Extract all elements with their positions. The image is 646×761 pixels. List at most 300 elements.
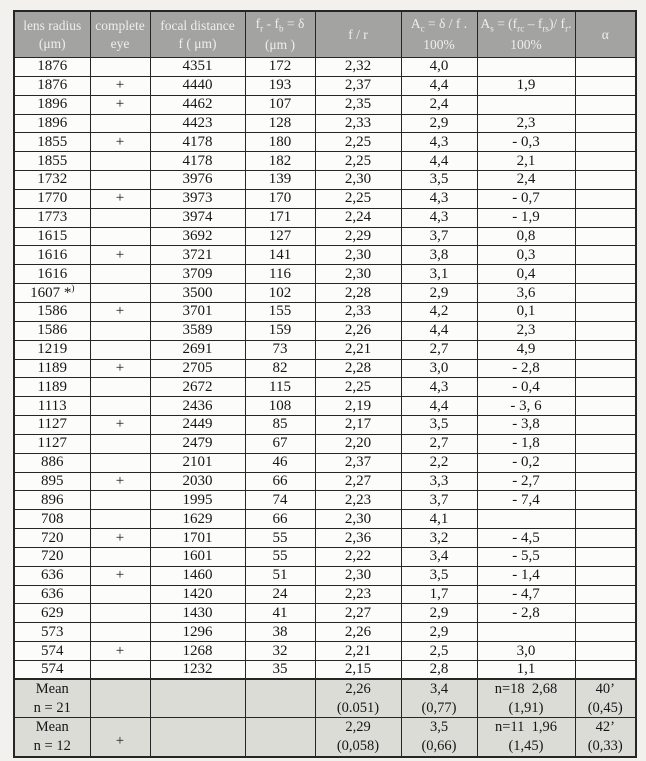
cell-focal-distance: 3701 xyxy=(150,302,245,321)
cell-delta: 51 xyxy=(245,566,315,585)
cell-f-over-r: 2,25 xyxy=(315,378,401,397)
column-header-as: $A_s = (f_{rc} - f_{rs})/$ $f_r$. 100% xyxy=(477,11,575,58)
cell-alpha xyxy=(575,302,636,321)
cell-delta: 41 xyxy=(245,604,315,623)
cell-delta: 82 xyxy=(245,359,315,378)
cell-complete-eye xyxy=(90,114,150,133)
cell-complete-eye xyxy=(90,171,150,190)
cell-lens-radius: 1127 xyxy=(14,416,90,435)
cell-focal-distance: 2101 xyxy=(150,453,245,472)
cell-lens-radius: 1113 xyxy=(14,397,90,416)
cell-lens-radius: 1896 xyxy=(14,114,90,133)
cell-lens-radius: Mean n = 21 xyxy=(14,679,90,718)
column-header-ac: $A_c = \delta / f$ . 100% xyxy=(401,11,477,58)
cell-ac: 4,3 xyxy=(401,378,477,397)
cell-lens-radius: 1615 xyxy=(14,227,90,246)
cell-as: n=11 1,96 (1,45) xyxy=(477,718,575,757)
cell-focal-distance: 1232 xyxy=(150,661,245,680)
cell-alpha xyxy=(575,491,636,510)
cell-focal-distance: 4178 xyxy=(150,152,245,171)
cell-ac: 1,7 xyxy=(401,585,477,604)
cell-complete-eye xyxy=(90,265,150,284)
cell-delta: 155 xyxy=(245,302,315,321)
cell-as: - 0,2 xyxy=(477,453,575,472)
table-row xyxy=(14,491,636,510)
cell-complete-eye xyxy=(90,661,150,680)
cell-delta: 85 xyxy=(245,416,315,435)
cell-lens-radius: 1127 xyxy=(14,434,90,453)
cell-f-over-r: 2,37 xyxy=(315,453,401,472)
cell-lens-radius: 574 xyxy=(14,661,90,680)
cell-ac: 3,4 xyxy=(401,547,477,566)
cell-alpha xyxy=(575,547,636,566)
cell-delta: 102 xyxy=(245,284,315,303)
cell-ac: 3,5 xyxy=(401,416,477,435)
table-row xyxy=(14,321,636,340)
table-row xyxy=(14,566,636,585)
lens-optics-table xyxy=(13,10,637,758)
cell-as: 0,8 xyxy=(477,227,575,246)
column-header-complete-eye: complete eye xyxy=(90,11,150,58)
column-header-f-over-r: f / r xyxy=(315,11,401,58)
cell-delta xyxy=(245,679,315,718)
cell-focal-distance: 2705 xyxy=(150,359,245,378)
cell-as: - 2,7 xyxy=(477,472,575,491)
cell-as: - 7,4 xyxy=(477,491,575,510)
cell-as xyxy=(477,510,575,529)
cell-as xyxy=(477,95,575,114)
cell-lens-radius: 720 xyxy=(14,529,90,548)
cell-ac: 4,2 xyxy=(401,302,477,321)
cell-f-over-r: 2,28 xyxy=(315,359,401,378)
cell-delta: 172 xyxy=(245,58,315,77)
cell-ac: 3,1 xyxy=(401,265,477,284)
cell-complete-eye xyxy=(90,434,150,453)
cell-delta: 46 xyxy=(245,453,315,472)
cell-delta: 55 xyxy=(245,529,315,548)
column-header-lens-radius: lens radius (μm) xyxy=(14,11,90,58)
cell-complete-eye xyxy=(90,604,150,623)
cell-alpha xyxy=(575,453,636,472)
column-header-focal-distance: focal distance f ( μm) xyxy=(150,11,245,58)
cell-focal-distance: 1629 xyxy=(150,510,245,529)
cell-complete-eye: + xyxy=(90,76,150,95)
cell-alpha: 40’ (0,45) xyxy=(575,679,636,718)
table-row xyxy=(14,529,636,548)
cell-ac: 3,4 (0,77) xyxy=(401,679,477,718)
cell-complete-eye: + xyxy=(90,133,150,152)
cell-f-over-r: 2,25 xyxy=(315,133,401,152)
cell-f-over-r: 2,25 xyxy=(315,189,401,208)
cell-lens-radius: 1616 xyxy=(14,246,90,265)
cell-as: - 0,4 xyxy=(477,378,575,397)
cell-alpha xyxy=(575,642,636,661)
cell-lens-radius: 1855 xyxy=(14,152,90,171)
cell-alpha xyxy=(575,585,636,604)
cell-complete-eye: + xyxy=(90,359,150,378)
cell-alpha xyxy=(575,114,636,133)
cell-alpha xyxy=(575,397,636,416)
cell-focal-distance: 1420 xyxy=(150,585,245,604)
table-row xyxy=(14,58,636,77)
cell-focal-distance: 3721 xyxy=(150,246,245,265)
cell-as xyxy=(477,58,575,77)
cell-complete-eye xyxy=(90,208,150,227)
cell-as: - 1,8 xyxy=(477,434,575,453)
cell-complete-eye xyxy=(90,378,150,397)
cell-alpha xyxy=(575,265,636,284)
cell-ac: 3,5 (0,66) xyxy=(401,718,477,757)
cell-focal-distance: 2436 xyxy=(150,397,245,416)
cell-focal-distance: 1430 xyxy=(150,604,245,623)
column-header-alpha: α xyxy=(575,11,636,58)
cell-focal-distance: 1268 xyxy=(150,642,245,661)
cell-f-over-r: 2,27 xyxy=(315,604,401,623)
cell-complete-eye xyxy=(90,152,150,171)
cell-ac: 2,2 xyxy=(401,453,477,472)
cell-lens-radius: 1855 xyxy=(14,133,90,152)
cell-as: - 5,5 xyxy=(477,547,575,566)
cell-lens-radius: 573 xyxy=(14,623,90,642)
cell-complete-eye xyxy=(90,284,150,303)
cell-focal-distance xyxy=(150,679,245,718)
cell-lens-radius: 1189 xyxy=(14,378,90,397)
cell-complete-eye xyxy=(90,510,150,529)
cell-f-over-r: 2,17 xyxy=(315,416,401,435)
cell-alpha xyxy=(575,661,636,680)
summary-row xyxy=(14,718,636,757)
cell-f-over-r: 2,30 xyxy=(315,265,401,284)
cell-ac: 3,5 xyxy=(401,566,477,585)
cell-delta: 67 xyxy=(245,434,315,453)
table-row xyxy=(14,265,636,284)
cell-lens-radius: 1876 xyxy=(14,76,90,95)
table-body xyxy=(14,58,636,680)
cell-focal-distance: 3709 xyxy=(150,265,245,284)
cell-delta: 116 xyxy=(245,265,315,284)
cell-alpha xyxy=(575,359,636,378)
cell-alpha xyxy=(575,604,636,623)
cell-complete-eye: + xyxy=(90,302,150,321)
cell-f-over-r: 2,26 xyxy=(315,321,401,340)
cell-delta: 55 xyxy=(245,547,315,566)
table-row xyxy=(14,378,636,397)
table-row xyxy=(14,623,636,642)
cell-as: 0,1 xyxy=(477,302,575,321)
cell-delta: 182 xyxy=(245,152,315,171)
cell-delta: 128 xyxy=(245,114,315,133)
cell-focal-distance: 3500 xyxy=(150,284,245,303)
cell-lens-radius: 629 xyxy=(14,604,90,623)
cell-alpha xyxy=(575,434,636,453)
cell-f-over-r: 2,24 xyxy=(315,208,401,227)
cell-focal-distance: 3976 xyxy=(150,171,245,190)
table-row xyxy=(14,284,636,303)
cell-alpha xyxy=(575,95,636,114)
cell-f-over-r: 2,21 xyxy=(315,642,401,661)
cell-as: - 0,3 xyxy=(477,133,575,152)
cell-f-over-r: 2,36 xyxy=(315,529,401,548)
cell-f-over-r: 2,26 (0.051) xyxy=(315,679,401,718)
cell-as: - 2,8 xyxy=(477,359,575,378)
cell-ac: 4,1 xyxy=(401,510,477,529)
cell-delta: 74 xyxy=(245,491,315,510)
cell-delta: 141 xyxy=(245,246,315,265)
cell-alpha xyxy=(575,623,636,642)
cell-focal-distance: 2479 xyxy=(150,434,245,453)
cell-f-over-r: 2,30 xyxy=(315,566,401,585)
cell-ac: 3,2 xyxy=(401,529,477,548)
cell-alpha xyxy=(575,284,636,303)
cell-f-over-r: 2,37 xyxy=(315,76,401,95)
cell-focal-distance: 3692 xyxy=(150,227,245,246)
cell-lens-radius: 895 xyxy=(14,472,90,491)
cell-alpha xyxy=(575,208,636,227)
cell-delta: 115 xyxy=(245,378,315,397)
cell-as: - 2,8 xyxy=(477,604,575,623)
table-row xyxy=(14,547,636,566)
cell-ac: 2,4 xyxy=(401,95,477,114)
cell-lens-radius: 1732 xyxy=(14,171,90,190)
cell-complete-eye xyxy=(90,547,150,566)
cell-focal-distance: 2672 xyxy=(150,378,245,397)
cell-ac: 3,5 xyxy=(401,171,477,190)
cell-focal-distance: 1995 xyxy=(150,491,245,510)
cell-alpha xyxy=(575,133,636,152)
cell-as xyxy=(477,623,575,642)
cell-ac: 4,4 xyxy=(401,76,477,95)
cell-focal-distance: 1460 xyxy=(150,566,245,585)
cell-ac: 2,9 xyxy=(401,114,477,133)
cell-lens-radius: Mean n = 12 xyxy=(14,718,90,757)
table-row xyxy=(14,152,636,171)
cell-focal-distance: 3974 xyxy=(150,208,245,227)
cell-lens-radius: 1607 *) xyxy=(14,284,90,303)
table-row xyxy=(14,585,636,604)
cell-alpha xyxy=(575,227,636,246)
cell-delta: 66 xyxy=(245,472,315,491)
cell-complete-eye: + xyxy=(90,246,150,265)
cell-delta: 24 xyxy=(245,585,315,604)
cell-lens-radius: 636 xyxy=(14,585,90,604)
cell-focal-distance: 2691 xyxy=(150,340,245,359)
cell-alpha xyxy=(575,58,636,77)
cell-as: 0,3 xyxy=(477,246,575,265)
cell-focal-distance: 4178 xyxy=(150,133,245,152)
cell-ac: 4,3 xyxy=(401,189,477,208)
cell-as: 2,3 xyxy=(477,114,575,133)
cell-f-over-r: 2,23 xyxy=(315,585,401,604)
cell-delta: 127 xyxy=(245,227,315,246)
cell-ac: 2,9 xyxy=(401,284,477,303)
table-row xyxy=(14,133,636,152)
cell-complete-eye: + xyxy=(90,189,150,208)
cell-ac: 3,7 xyxy=(401,227,477,246)
cell-f-over-r: 2,20 xyxy=(315,434,401,453)
cell-lens-radius: 886 xyxy=(14,453,90,472)
cell-lens-radius: 1586 xyxy=(14,321,90,340)
table-row xyxy=(14,171,636,190)
cell-complete-eye xyxy=(90,491,150,510)
cell-f-over-r: 2,29 xyxy=(315,227,401,246)
table-row xyxy=(14,604,636,623)
cell-complete-eye xyxy=(90,585,150,604)
cell-complete-eye: + xyxy=(90,95,150,114)
cell-alpha xyxy=(575,510,636,529)
cell-delta: 139 xyxy=(245,171,315,190)
table-row xyxy=(14,453,636,472)
cell-focal-distance xyxy=(150,718,245,757)
cell-lens-radius: 1189 xyxy=(14,359,90,378)
cell-complete-eye xyxy=(90,227,150,246)
cell-complete-eye: + xyxy=(90,566,150,585)
cell-ac: 4,4 xyxy=(401,321,477,340)
cell-ac: 3,3 xyxy=(401,472,477,491)
cell-alpha xyxy=(575,171,636,190)
cell-ac: 2,7 xyxy=(401,340,477,359)
cell-complete-eye xyxy=(90,679,150,718)
cell-alpha xyxy=(575,76,636,95)
cell-complete-eye xyxy=(90,453,150,472)
cell-lens-radius: 1896 xyxy=(14,95,90,114)
cell-delta: 35 xyxy=(245,661,315,680)
cell-focal-distance: 4423 xyxy=(150,114,245,133)
cell-f-over-r: 2,35 xyxy=(315,95,401,114)
cell-lens-radius: 896 xyxy=(14,491,90,510)
table-row xyxy=(14,340,636,359)
table-row xyxy=(14,416,636,435)
cell-ac: 2,9 xyxy=(401,604,477,623)
cell-f-over-r: 2,22 xyxy=(315,547,401,566)
cell-delta xyxy=(245,718,315,757)
cell-f-over-r: 2,15 xyxy=(315,661,401,680)
table-row xyxy=(14,397,636,416)
cell-lens-radius: 1770 xyxy=(14,189,90,208)
table-row xyxy=(14,661,636,680)
cell-focal-distance: 4351 xyxy=(150,58,245,77)
cell-as: - 3,8 xyxy=(477,416,575,435)
table-row xyxy=(14,359,636,378)
cell-f-over-r: 2,30 xyxy=(315,171,401,190)
table-summary xyxy=(14,679,636,756)
table-row xyxy=(14,642,636,661)
cell-as: 3,6 xyxy=(477,284,575,303)
cell-alpha xyxy=(575,321,636,340)
cell-as: 2,3 xyxy=(477,321,575,340)
cell-f-over-r: 2,32 xyxy=(315,58,401,77)
table-row xyxy=(14,510,636,529)
cell-complete-eye: + xyxy=(90,718,150,757)
cell-lens-radius: 1219 xyxy=(14,340,90,359)
cell-delta: 107 xyxy=(245,95,315,114)
cell-as: - 1,9 xyxy=(477,208,575,227)
cell-ac: 4,4 xyxy=(401,397,477,416)
cell-f-over-r: 2,27 xyxy=(315,472,401,491)
cell-complete-eye: + xyxy=(90,472,150,491)
table-row xyxy=(14,76,636,95)
cell-focal-distance: 4462 xyxy=(150,95,245,114)
cell-ac: 2,5 xyxy=(401,642,477,661)
cell-f-over-r: 2,25 xyxy=(315,152,401,171)
cell-ac: 3,8 xyxy=(401,246,477,265)
cell-alpha xyxy=(575,566,636,585)
cell-delta: 159 xyxy=(245,321,315,340)
cell-alpha xyxy=(575,378,636,397)
cell-alpha: 42’ (0,33) xyxy=(575,718,636,757)
cell-ac: 4,0 xyxy=(401,58,477,77)
cell-complete-eye: + xyxy=(90,529,150,548)
cell-f-over-r: 2,30 xyxy=(315,246,401,265)
cell-delta: 193 xyxy=(245,76,315,95)
cell-delta: 38 xyxy=(245,623,315,642)
cell-focal-distance: 4440 xyxy=(150,76,245,95)
cell-as: n=18 2,68 (1,91) xyxy=(477,679,575,718)
cell-as: 2,4 xyxy=(477,171,575,190)
cell-focal-distance: 3589 xyxy=(150,321,245,340)
cell-ac: 2,8 xyxy=(401,661,477,680)
cell-alpha xyxy=(575,340,636,359)
header-row xyxy=(14,11,636,58)
table-row xyxy=(14,227,636,246)
cell-ac: 2,9 xyxy=(401,623,477,642)
cell-lens-radius: 708 xyxy=(14,510,90,529)
cell-complete-eye xyxy=(90,340,150,359)
cell-as: 4,9 xyxy=(477,340,575,359)
cell-lens-radius: 574 xyxy=(14,642,90,661)
cell-f-over-r: 2,26 xyxy=(315,623,401,642)
cell-ac: 4,3 xyxy=(401,208,477,227)
cell-lens-radius: 636 xyxy=(14,566,90,585)
cell-f-over-r: 2,19 xyxy=(315,397,401,416)
table-row xyxy=(14,472,636,491)
column-header-delta: $f_r - f_b = \delta$ (μm ) xyxy=(245,11,315,58)
table-row xyxy=(14,189,636,208)
table-row xyxy=(14,114,636,133)
cell-delta: 108 xyxy=(245,397,315,416)
table-row xyxy=(14,208,636,227)
cell-f-over-r: 2,30 xyxy=(315,510,401,529)
cell-as: - 3, 6 xyxy=(477,397,575,416)
cell-lens-radius: 720 xyxy=(14,547,90,566)
cell-as: - 1,4 xyxy=(477,566,575,585)
cell-f-over-r: 2,23 xyxy=(315,491,401,510)
cell-as: 1,9 xyxy=(477,76,575,95)
cell-ac: 3,0 xyxy=(401,359,477,378)
cell-delta: 171 xyxy=(245,208,315,227)
cell-delta: 180 xyxy=(245,133,315,152)
cell-complete-eye xyxy=(90,58,150,77)
cell-focal-distance: 1701 xyxy=(150,529,245,548)
cell-f-over-r: 2,21 xyxy=(315,340,401,359)
cell-ac: 4,4 xyxy=(401,152,477,171)
cell-f-over-r: 2,29 (0,058) xyxy=(315,718,401,757)
cell-complete-eye: + xyxy=(90,416,150,435)
cell-lens-radius: 1616 xyxy=(14,265,90,284)
cell-f-over-r: 2,33 xyxy=(315,114,401,133)
cell-alpha xyxy=(575,152,636,171)
cell-alpha xyxy=(575,472,636,491)
cell-alpha xyxy=(575,189,636,208)
cell-complete-eye xyxy=(90,623,150,642)
cell-as: - 4,7 xyxy=(477,585,575,604)
cell-alpha xyxy=(575,529,636,548)
table-header xyxy=(14,11,636,58)
table-row xyxy=(14,302,636,321)
cell-alpha xyxy=(575,246,636,265)
cell-complete-eye xyxy=(90,397,150,416)
cell-delta: 32 xyxy=(245,642,315,661)
cell-as: 0,4 xyxy=(477,265,575,284)
